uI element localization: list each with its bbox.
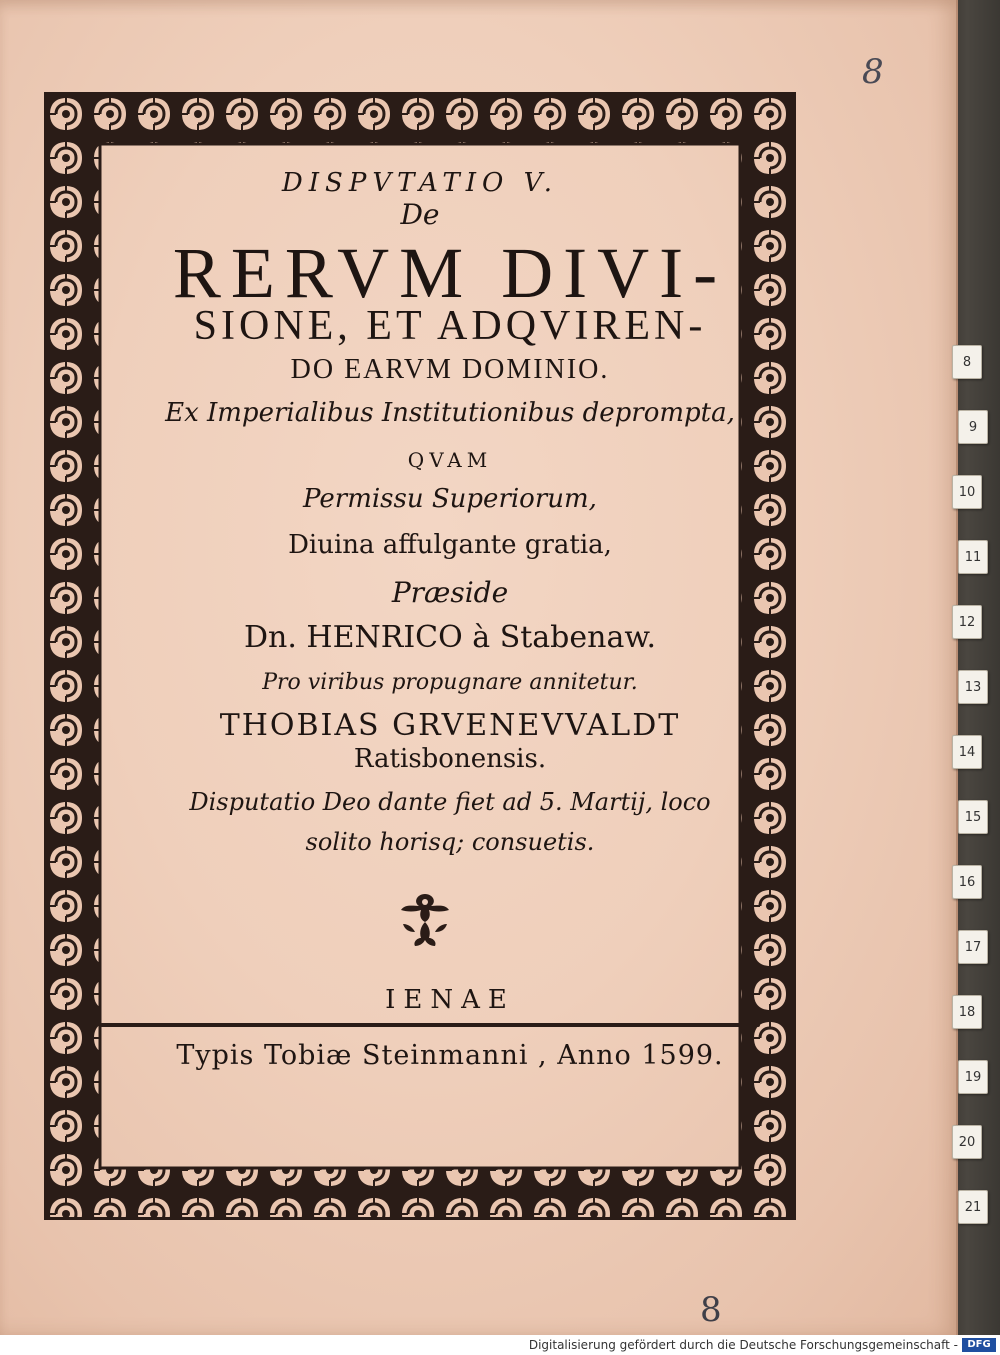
page-tab-12: 12: [952, 605, 982, 639]
author-origin: Ratisbonensis.: [353, 744, 547, 774]
praeside-line: Præside: [391, 576, 509, 609]
grace-line: Diuina affulgante gratia,: [288, 530, 612, 560]
disputation-number: DISPVTATIO V.: [281, 168, 559, 198]
page-tab-8: 8: [952, 345, 982, 379]
place-of-printing: IENAE: [385, 985, 515, 1015]
permission-line: Permissu Superiorum,: [303, 484, 597, 514]
page-tab-17: 17: [958, 930, 988, 964]
page-tab-16: 16: [952, 865, 982, 899]
page-tab-9: 9: [958, 410, 988, 444]
de-line: De: [400, 198, 440, 231]
handwritten-number-top: 8: [862, 52, 884, 92]
title-line-3: DO EARVM DOMINIO.: [290, 354, 610, 385]
defense-line: Pro viribus propugnare annitetur.: [262, 670, 638, 695]
page-tab-10: 10: [952, 475, 982, 509]
praeses-name: Dn. HENRICO à Stabenaw.: [243, 620, 657, 655]
date-line-2: solito horisq; consuetis.: [305, 828, 595, 856]
dfg-logo-icon: DFG: [962, 1338, 996, 1352]
page-tab-18: 18: [952, 995, 982, 1029]
page-tab-14: 14: [952, 735, 982, 769]
imprint-line: Typis Tobiæ Steinmanni , Anno 1599.: [176, 1040, 724, 1071]
page-tab-21: 21: [958, 1190, 988, 1224]
page-tab-11: 11: [958, 540, 988, 574]
source-line: Ex Imperialibus Institutionibus deprompta,: [165, 398, 735, 428]
page-tab-13: 13: [958, 670, 988, 704]
title-line-2: SIONE, ET ADQVIREN-: [193, 303, 707, 349]
fleuron-ornament-icon: [395, 890, 455, 952]
title-line-1: RERVM DIVI-: [172, 233, 728, 313]
quam-line: QVAM: [407, 448, 493, 472]
page-tab-19: 19: [958, 1060, 988, 1094]
page-tab-15: 15: [958, 800, 988, 834]
handwritten-number-bottom: 8: [700, 1290, 722, 1330]
horizontal-rule: [100, 1023, 760, 1027]
footer-credit: Digitalisierung gefördert durch die Deutsche Forschungsgemeinschaft -: [528, 1338, 958, 1352]
author-name: THOBIAS GRVENEVVALDT: [219, 708, 681, 743]
date-line-1: Disputatio Deo dante fiet ad 5. Martij, loco: [189, 788, 711, 816]
page-tab-20: 20: [952, 1125, 982, 1159]
digitization-footer: [0, 1335, 1000, 1355]
